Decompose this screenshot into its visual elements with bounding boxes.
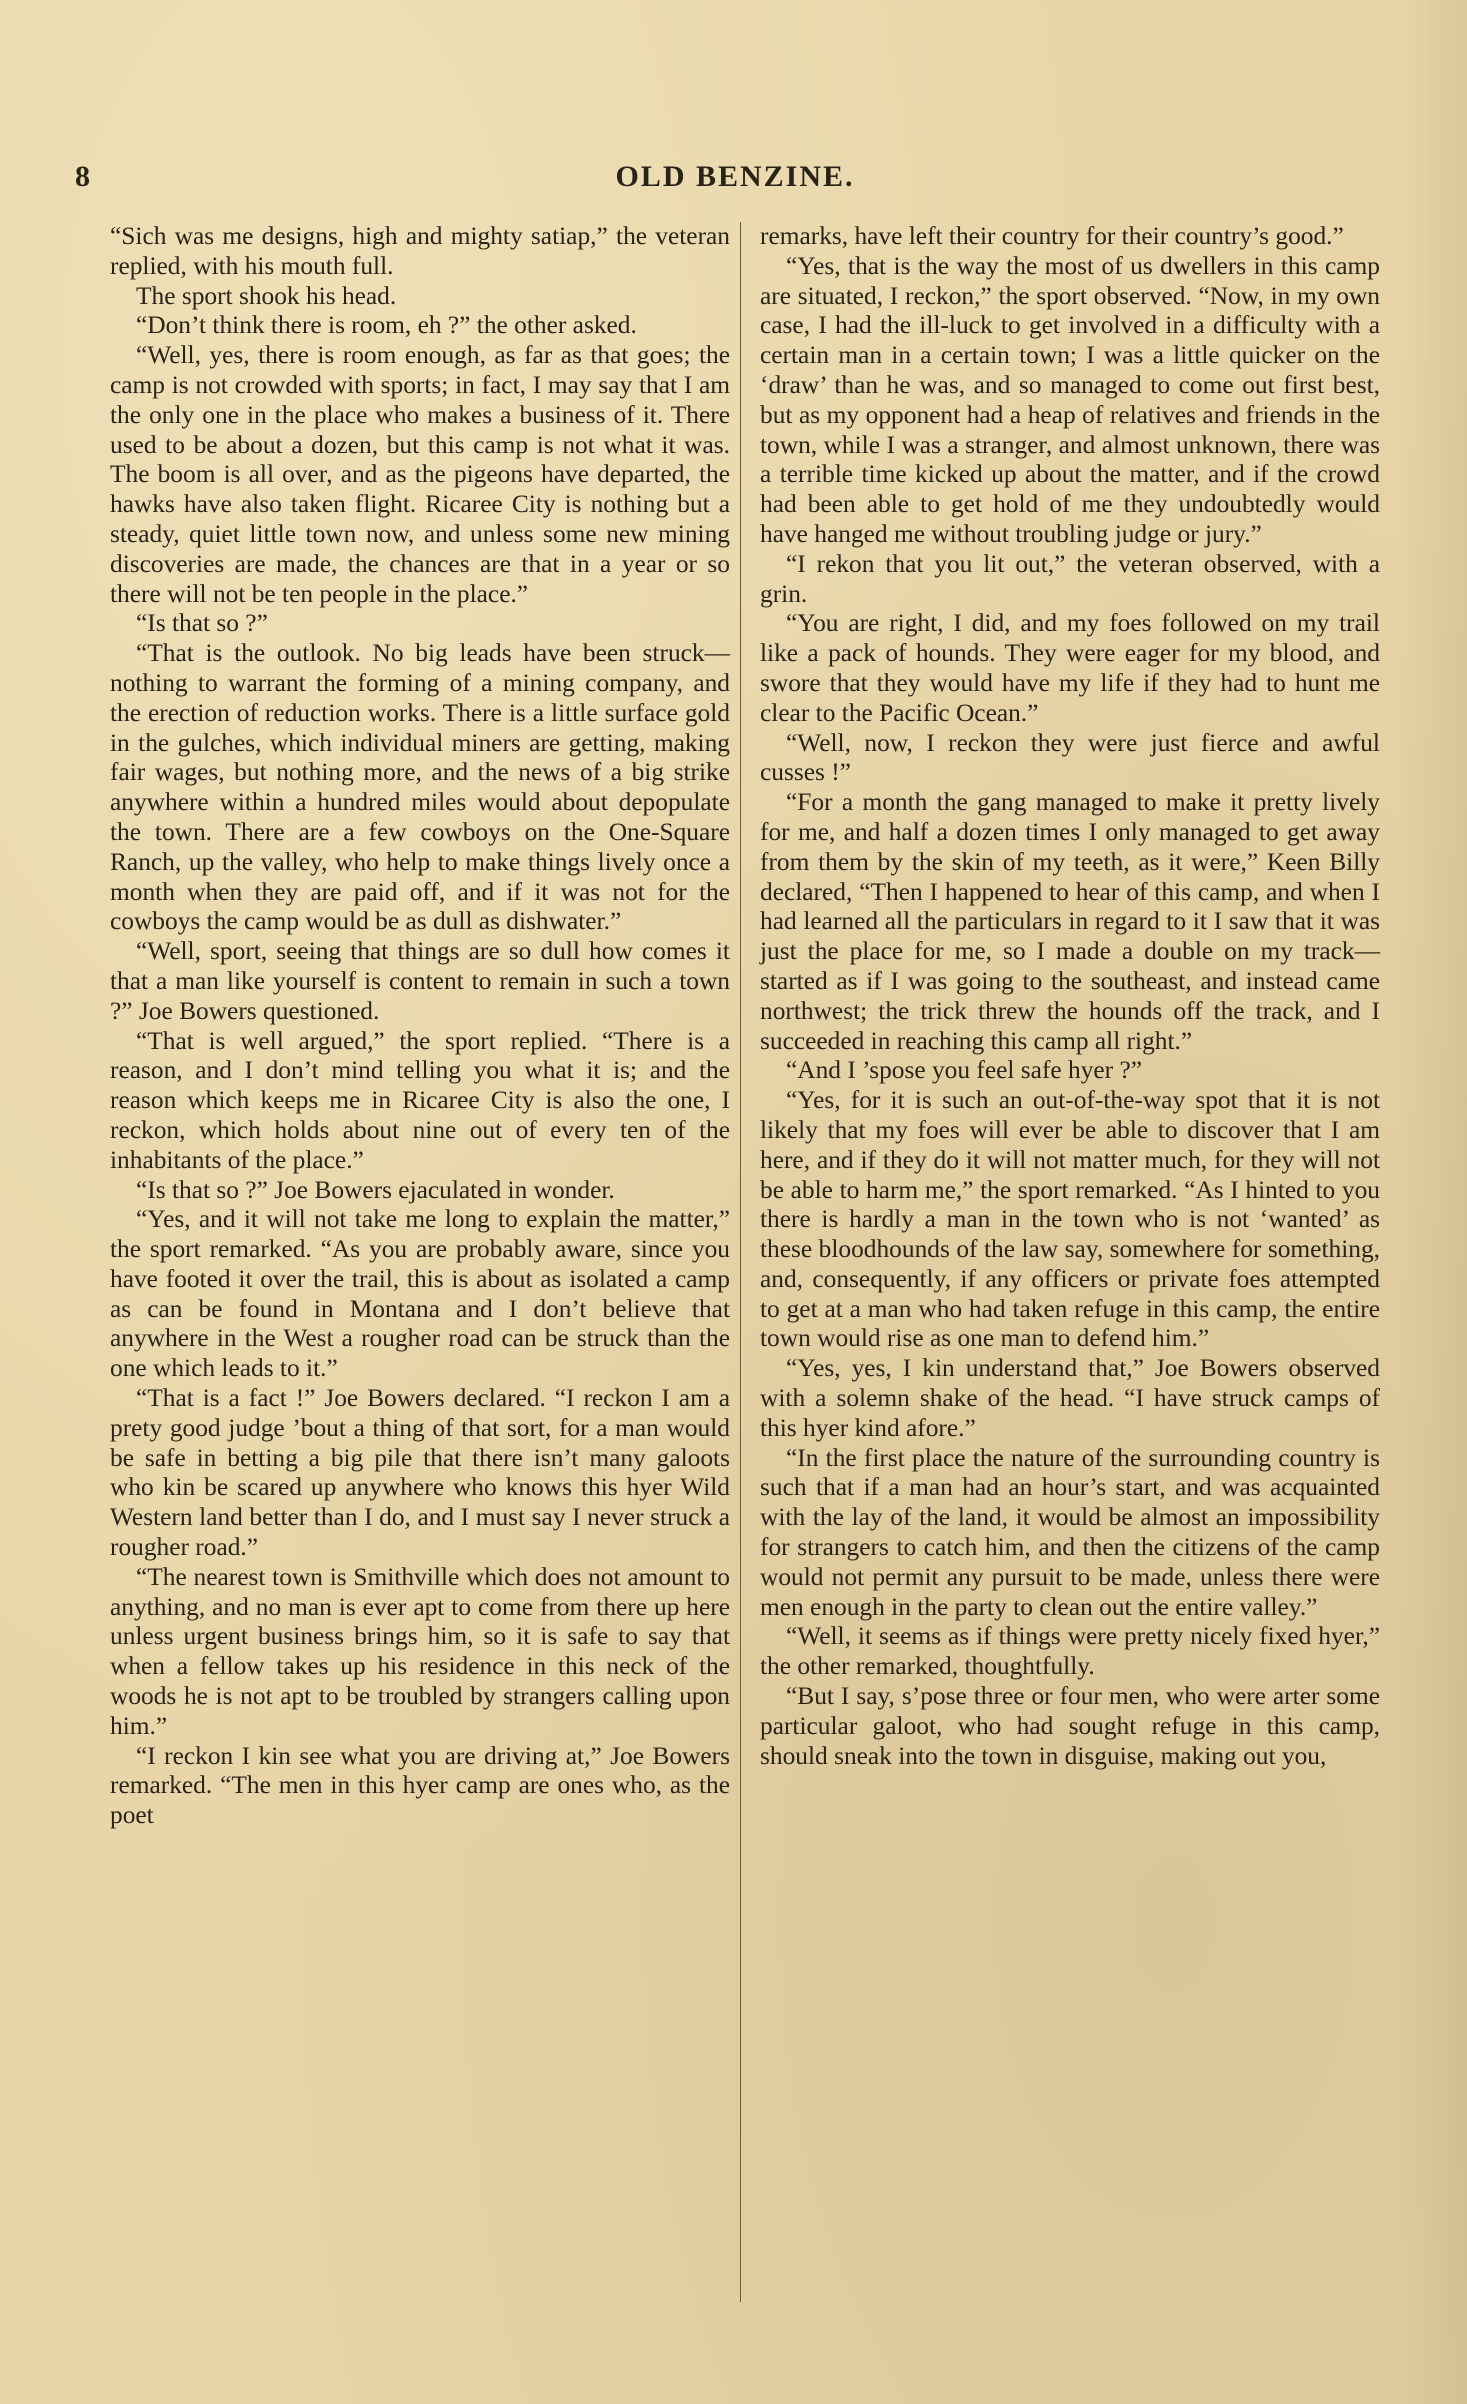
paragraph: “Well, yes, there is room enough, as far as that goes; the camp is not crowded with sports; in fact, I may say that I am the only one in the place who makes a business of it. There used to be about a dozen, but this camp is not what it was. The boom is all over, and as the pigeons have departed, the hawks have also taken flight. Ricaree City is nothing but a steady, quiet little town now, and unless some new mining discoveries are made, the chances are that in a year or so there will not be ten people in the place.” bbox=[110, 341, 730, 608]
paragraph: “Don’t think there is room, eh ?” the other asked. bbox=[136, 311, 637, 340]
paragraph: “In the first place the nature of the surrounding country is such that if a man had an hour’s start, and was acquainted with the lay of the land, it would be almost an impossibility for strangers to catch him, and then the citizens of the camp would not permit any pursuit to be made, unless there were men enough in the party to clean out the entire valley.” bbox=[760, 1443, 1380, 1621]
running-title: OLD BENZINE. bbox=[615, 160, 855, 193]
page-edge-shading bbox=[1397, 0, 1467, 2404]
paragraph: “That is a fact !” Joe Bowers declared. “I reckon I am a prety good judge ’bout a thing of that sort, for a man would be safe in betting a big pile that there isn’t many galoots who kin be scared up anywhere who knows this hyer Wild Western land better than I do, and I must say I never struck a rougher road.” bbox=[110, 1384, 730, 1562]
left-column bbox=[110, 222, 730, 1831]
paragraph: “Yes, for it is such an out-of-the-way spot that it is not likely that my foes will ever be able to discover that I am here, and if they do it will not matter much, for they will not be able to harm me,” the sport remarked. “As I hinted to you there is hardly a man in the town who is not ‘wanted’ as these bloodhounds of the law say, somewhere for something, and, consequently, if any officers or private foes attempted to get at a man who had taken refuge in this camp, the entire town would rise as one man to defend him.” bbox=[760, 1086, 1380, 1353]
paragraph: “For a month the gang managed to make it pretty lively for me, and half a dozen times I only managed to get away from them by the skin of my teeth, as it were,” Keen Billy declared, “Then I happened to hear of this camp, and when I had learned all the particulars in regard to it I saw that it was just the place for me, so I made a double on my track—started as if I was going to the southeast, and instead came northwest; the trick threw the hounds off the track, and I succeeded in reaching this camp all right.” bbox=[760, 788, 1380, 1055]
paragraph: “Yes, and it will not take me long to explain the matter,” the sport remarked. “As you are probably aware, since you have footed it over the trail, this is about as isolated a camp as can be found in Montana and I don’t believe that anywhere in the West a rougher road can be struck than the one which leads to it.” bbox=[110, 1205, 730, 1383]
paragraph: “Well, it seems as if things were pretty nicely fixed hyer,” the other remarked, thoughtfully. bbox=[760, 1622, 1380, 1681]
paragraph: “Sich was me designs, high and mighty satiap,” the veteran replied, with his mouth full. bbox=[110, 222, 730, 280]
page-header bbox=[75, 160, 1395, 200]
paragraph: “That is the outlook. No big leads have been struck—nothing to warrant the forming of a mining company, and the erection of reduction works. There is a little surface gold in the gulches, which individual miners are getting, making fair wages, but nothing more, and the news of a big strike anywhere within a hundred miles would about depopulate the town. There are a few cowboys on the One-Square Ranch, up the valley, who help to make things lively once a month when they are paid off, and if it was not for the cowboys the camp would be as dull as dishwater.” bbox=[110, 639, 730, 936]
paragraph: “I rekon that you lit out,” the veteran observed, with a grin. bbox=[760, 549, 1380, 608]
paragraph: “Is that so ?” bbox=[136, 609, 268, 638]
paragraph: The sport shook his head. bbox=[136, 281, 397, 310]
paragraph: “You are right, I did, and my foes followed on my trail like a pack of hounds. They were eager for my blood, and swore that they would have my life if they had to hunt me clear to the Pacific Ocean.” bbox=[760, 609, 1380, 727]
paragraph: “Is that so ?” Joe Bowers ejaculated in wonder. bbox=[136, 1175, 615, 1204]
paragraph: “And I ’spose you feel safe hyer ?” bbox=[786, 1056, 1143, 1085]
paragraph: “Yes, yes, I kin understand that,” Joe Bowers observed with a solemn shake of the head. “I have struck camps of this hyer kind afore.” bbox=[760, 1354, 1380, 1442]
paragraph: “I reckon I kin see what you are driving at,” Joe Bowers remarked. “The men in this hyer camp are ones who, as the poet bbox=[110, 1741, 730, 1830]
paragraph: “Well, now, I reckon they were just fierce and awful cusses !” bbox=[760, 728, 1380, 787]
paragraph: “The nearest town is Smithville which does not amount to anything, and no man is ever apt to come from there up here unless urgent business brings him, so it is safe to say that when a fellow takes up his residence in this neck of the woods he is not apt to be troubled by strangers calling upon him.” bbox=[110, 1562, 730, 1740]
right-column bbox=[760, 222, 1380, 1771]
page-number: 8 bbox=[75, 160, 90, 193]
paragraph: “But I say, s’pose three or four men, who were arter some particular galoot, who had sought refuge in this camp, should sneak into the town in disguise, making out you, bbox=[760, 1682, 1380, 1770]
paragraph: “Yes, that is the way the most of us dwellers in this camp are situated, I reckon,” the sport observed. “Now, in my own case, I had the ill-luck to get involved in a difficulty with a certain man in a certain town; I was a little quicker on the ‘draw’ than he was, and so managed to come out first best, but as my opponent had a heap of relatives and friends in the town, while I was a stranger, and almost unknown, there was a terrible time kicked up about the matter, and if the crowd had been able to get hold of me they undoubtedly would have hanged me without troubling judge or jury.” bbox=[760, 251, 1380, 548]
paragraph: “That is well argued,” the sport replied. “There is a reason, and I don’t mind telling you what it is; and the reason which keeps me in Ricaree City is also the one, I reckon, which holds about nine out of every ten of the inhabitants of the place.” bbox=[110, 1026, 730, 1174]
paragraph: “Well, sport, seeing that things are so dull how comes it that a man like yourself is content to remain in such a town ?” Joe Bowers questioned. bbox=[110, 937, 730, 1025]
column-divider bbox=[740, 222, 741, 2302]
paragraph: remarks, have left their country for their country’s good.” bbox=[760, 222, 1344, 250]
